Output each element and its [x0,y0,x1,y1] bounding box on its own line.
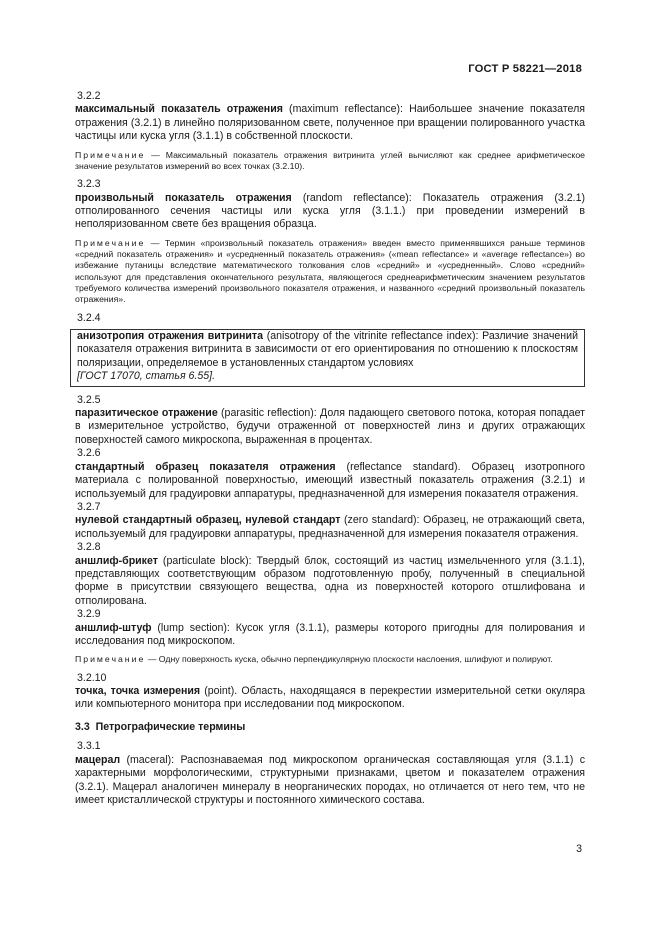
entry-definition [75,555,585,609]
entry-definition [75,754,585,808]
entry-number: 3.3.1 [77,740,101,753]
entry-text: (zero standard): Образец, не отражающий света, используемый для градуировки аппаратуры, предназначенной для измерения показателя отражения. [75,514,585,540]
note-text: — Термин «произвольный показатель отражения» введен вместо применявшихся раньше терминов «средний показатель отражения» и «усредненный показатель отражения» («mean reflectance» и «average reflectance») во избежание путаницы вследствие математического толкования слов «средний» и «усредненный». Слово «средний» используют для представления окончательного результата, являющегося среднеарифметическим значением результатов требуемого количества измерений произвольного показателя отражения, и названного «средний произвольный показатель отражения». [75,237,585,305]
entry-text: (lump section): Кусок угля (3.1.1), размеры которого пригодны для полирования и исследования под микроскопом. [75,621,585,647]
entry-definition [75,461,585,501]
entry-definition [75,192,585,232]
note-label: Примечание [75,237,146,248]
entry-term: максимальный показатель отражения [75,103,283,116]
entry-term: стандартный образец показателя отражения [75,460,336,473]
entry-text: (parasitic reflection): Доля падающего светового потока, которая попадает в измерительное устройство, будучи отраженной от поверхностей линз и других отражающих поверхностей самого микроскопа, выраженная в процентах. [75,407,585,446]
spacer [75,387,585,394]
entry-note [75,238,585,306]
entry-source: [ГОСТ 17070, статья 6.55]. [77,370,216,383]
entry-number: 3.2.5 [77,393,101,406]
entry-definition [75,514,585,541]
entry-text: (random reflectance): Показатель отражения (3.2.1) отполированного сечения частицы или куска угля (3.1.1.) при проведении измерений в неполяризованном свете без вращения образца. [75,191,585,231]
note-text: — Максимальный показатель отражения витринита углей вычисляют как среднее арифметическое значение результатов измерений во всех точках (3.2.10). [75,149,585,171]
entry-term: нулевой стандартный образец, нулевой стандарт [75,514,341,527]
entry-definition [75,103,585,143]
entry-text: (maximum reflectance): Наибольшее значение показателя отражения (3.2.1) в линейно поляризованном свете, полученное при вращении полированного участка частицы или куска угля (3.1.1) в собственной плоскости. [75,103,585,143]
entry-text: (reflectance standard). Образец изотропного материала с полированной поверхностью, имеющий известный показатель отражения (3.2.1) и используемый для градуировки аппаратуры, предназначенной для измерения показателя отражения. [75,460,585,500]
section-heading [75,721,585,734]
entry-number: 3.2.8 [77,541,101,554]
quoted-definition-box [70,329,585,387]
entry-term: мацерал [75,753,121,766]
entry-number: 3.2.9 [77,608,101,621]
section-title: Петрографические термины [95,720,246,733]
entry-definition [75,407,585,447]
entry-term: точка, точка измерения [75,685,201,698]
entry-note [75,150,585,173]
entry-number: 3.2.10 [77,671,107,684]
standard-code: ГОСТ Р 58221—2018 [468,63,582,75]
entry-text: (point). Область, находящаяся в перекрестии измерительной сетки окуляра или компьютерного монитора при исследовании под микроскопом. [75,685,585,711]
entry-definition [77,330,578,370]
entry-term: аншлиф-штуф [75,621,152,634]
entry-number: 3.2.7 [77,500,101,513]
entry-term: аншлиф-брикет [75,554,158,567]
entry-term: анизотропия отражения витринита [77,330,263,343]
entry-number: 3.2.3 [77,178,101,191]
entry-note [75,654,585,665]
entry-text: (anisotropy of the vitrinite reflectance index): Различие значений показателя отражения витринита в зависимости от его ориентирования по отношению к плоскостям поляризации, определяемое в установленных стандартом условиях [77,330,578,369]
entry-text: (maceral): Распознаваемая под микроскопом органическая составляющая угля (3.1.1) с характерными морфологическими, структурными признаками, цветом и показателем отражения (3.2.1). Мацерал аналогичен минералу в неорганических породах, но отличается от него тем, что не имеет кристаллической структуры и постоянного химического состава. [75,753,585,806]
entry-number: 3.2.4 [77,311,101,324]
entry-definition [75,685,585,712]
page-number: 3 [576,843,582,855]
entry-definition [75,622,585,649]
note-label: Примечание [75,654,146,665]
entry-number: 3.2.2 [77,90,101,102]
entry-term: паразитическое отражение [75,407,218,420]
entry-term: произвольный показатель отражения [75,191,292,204]
entry-number: 3.2.6 [77,447,101,460]
note-text: — Одну поверхность куска, обычно перпендикулярную плоскости наслоения, шлифуют и полируют. [145,654,553,665]
note-label: Примечание [75,149,146,160]
section-number: 3.3 [75,720,90,733]
entry-text: (particulate block): Твердый блок, состоящий из частиц измельченного угля (3.1.1), представляющих соответствующим образом подготовленную пробу, полученный в специальной форме в присутствии связующего вещества, одна из поверхностей которого отшлифована и отполирована. [75,554,585,607]
page-content [75,90,585,807]
